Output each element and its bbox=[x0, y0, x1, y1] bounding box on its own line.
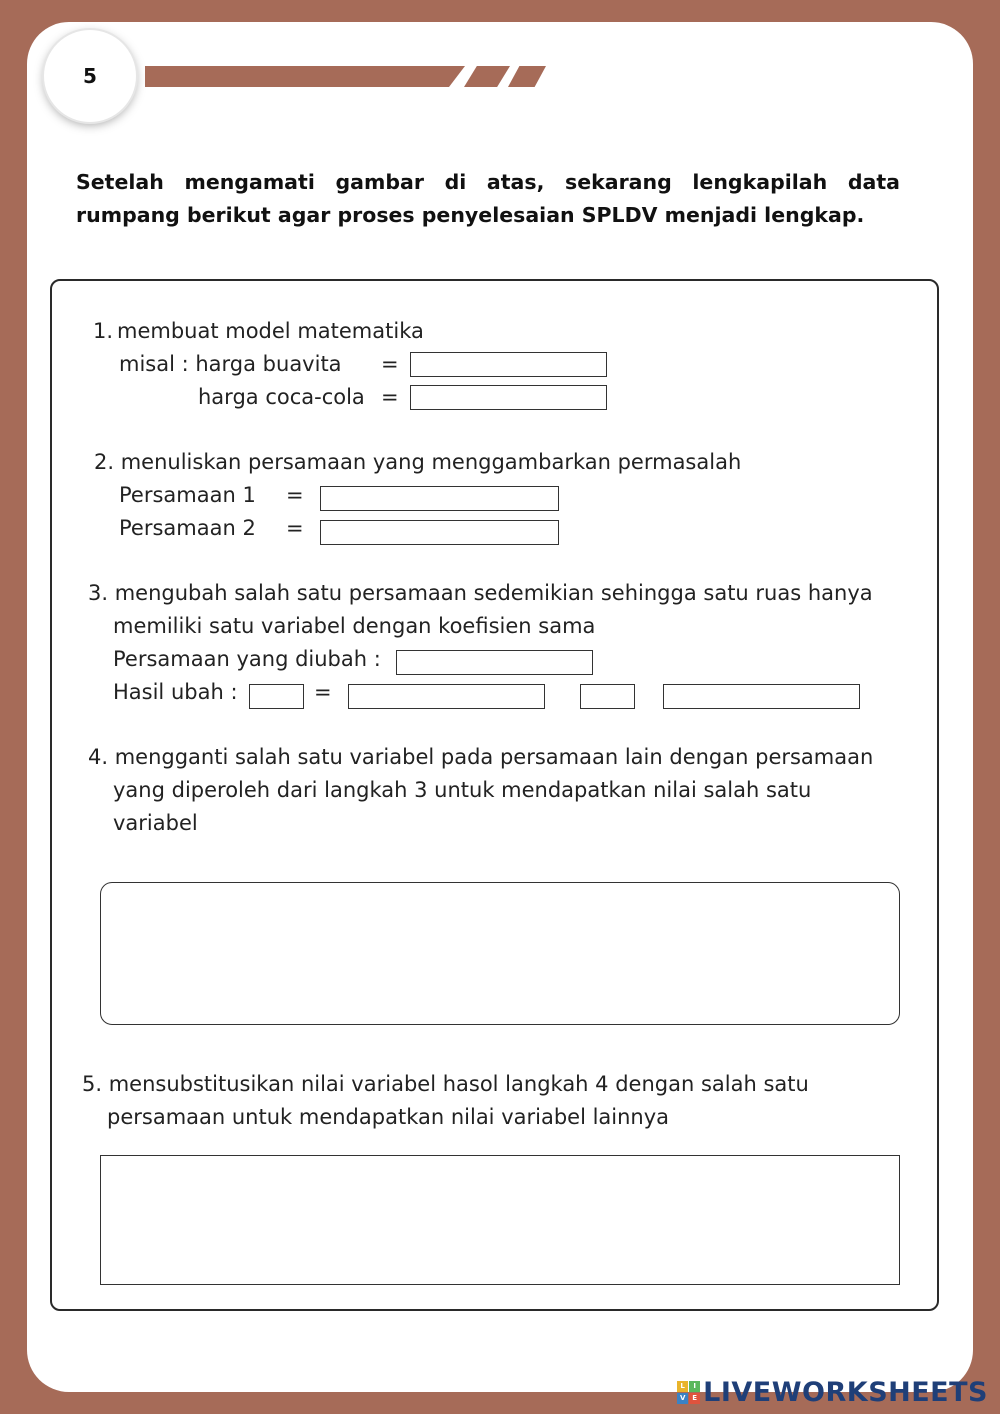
result-mid-input[interactable] bbox=[348, 684, 545, 709]
step5-line2: persamaan untuk mendapatkan nilai variabel lainnya bbox=[107, 1105, 670, 1129]
brand-name: LIVEWORKSHEETS bbox=[703, 1377, 988, 1408]
eq2-label: Persamaan 2 bbox=[119, 516, 256, 540]
step3-line2: memiliki satu variabel dengan koefisien sama bbox=[113, 614, 596, 638]
step2-title: 2. menuliskan persamaan yang menggambarkan permasalah bbox=[94, 450, 742, 474]
logo-letter-e: E bbox=[689, 1393, 700, 1404]
result-left-input[interactable] bbox=[249, 684, 304, 709]
page-number-badge bbox=[44, 30, 136, 122]
step5-answer-box[interactable] bbox=[100, 1155, 900, 1285]
changed-equation-input[interactable] bbox=[396, 650, 593, 675]
header-bar bbox=[145, 66, 465, 87]
eq1-label: Persamaan 1 bbox=[119, 483, 256, 507]
buavita-input[interactable] bbox=[410, 352, 607, 377]
step5-line1: 5. mensubstitusikan nilai variabel hasol langkah 4 dengan salah satu bbox=[82, 1072, 809, 1096]
result-label: Hasil ubah : bbox=[113, 680, 238, 704]
logo-letter-v: V bbox=[677, 1393, 688, 1404]
cocacola-equals: = bbox=[381, 385, 399, 409]
liveworksheets-logo bbox=[677, 1377, 988, 1408]
result-small-input[interactable] bbox=[580, 684, 635, 709]
step4-line1: 4. mengganti salah satu variabel pada persamaan lain dengan persamaan bbox=[88, 745, 874, 769]
logo-letter-l: L bbox=[677, 1381, 688, 1392]
result-equals: = bbox=[314, 680, 332, 704]
cocacola-label: harga coca-cola bbox=[198, 385, 365, 409]
eq2-equals: = bbox=[286, 516, 304, 540]
instruction-text: Setelah mengamati gambar di atas, sekarang lengkapilah data rumpang berikut agar proses penyelesaian SPLDV menjadi lengkap. bbox=[76, 170, 900, 227]
step3-line1: 3. mengubah salah satu persamaan sedemikian sehingga satu ruas hanya bbox=[88, 581, 873, 605]
eq1-equals: = bbox=[286, 483, 304, 507]
cocacola-input[interactable] bbox=[410, 385, 607, 410]
eq1-input[interactable] bbox=[320, 486, 559, 511]
logo-letter-i: I bbox=[689, 1381, 700, 1392]
step4-line2: yang diperoleh dari langkah 3 untuk mendapatkan nilai salah satu bbox=[113, 778, 812, 802]
buavita-equals: = bbox=[381, 352, 399, 376]
result-right-input[interactable] bbox=[663, 684, 860, 709]
buavita-label: misal : harga buavita bbox=[119, 352, 342, 376]
step4-line3: variabel bbox=[113, 811, 198, 835]
changed-label: Persamaan yang diubah : bbox=[113, 647, 381, 671]
step1-title: membuat model matematika bbox=[117, 319, 424, 343]
step1-number: 1. bbox=[93, 319, 114, 343]
eq2-input[interactable] bbox=[320, 520, 559, 545]
liveworksheets-icon bbox=[677, 1381, 700, 1404]
step4-answer-box[interactable] bbox=[100, 882, 900, 1025]
page-number: 5 bbox=[83, 64, 97, 88]
